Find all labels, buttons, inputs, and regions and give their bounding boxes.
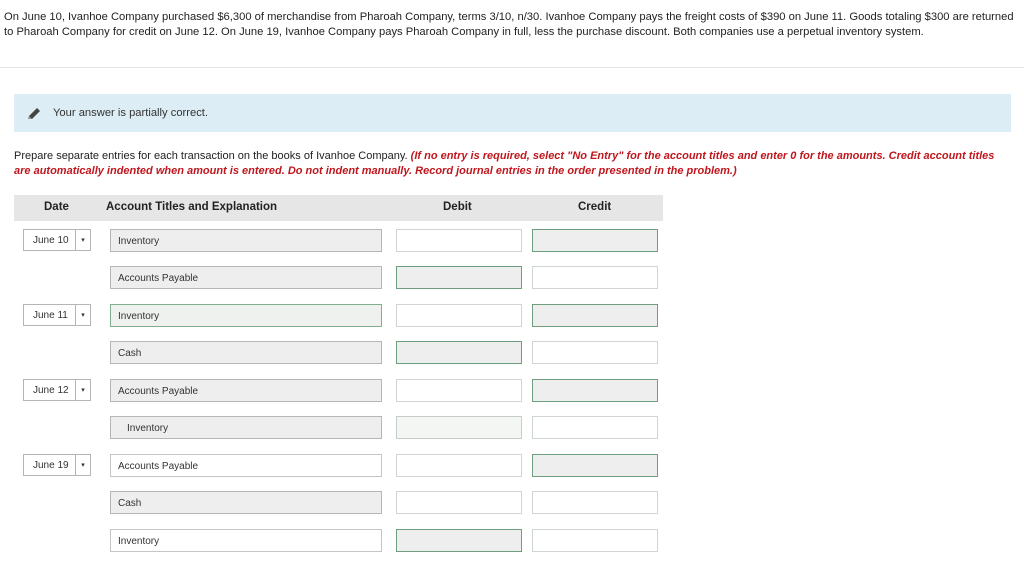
account-title-field[interactable] xyxy=(110,379,382,402)
feedback-banner xyxy=(14,94,1011,132)
date-select[interactable] xyxy=(23,454,91,476)
journal-row xyxy=(0,379,1024,403)
credit-input[interactable] xyxy=(532,529,658,552)
date-select[interactable] xyxy=(23,229,91,251)
date-select[interactable] xyxy=(23,379,91,401)
account-title-field[interactable] xyxy=(110,454,382,477)
date-value: June 12 xyxy=(33,385,69,396)
dropdown-arrow-icon[interactable]: ▾ xyxy=(75,380,90,400)
credit-input[interactable] xyxy=(532,416,658,439)
account-title-field[interactable] xyxy=(110,491,382,514)
journal-row xyxy=(0,266,1024,290)
journal-row xyxy=(0,341,1024,365)
account-title-field[interactable] xyxy=(110,229,382,252)
debit-input[interactable] xyxy=(396,454,522,477)
header-date: Date xyxy=(44,201,69,213)
credit-input[interactable] xyxy=(532,229,658,252)
journal-row xyxy=(0,454,1024,478)
account-title-text: Accounts Payable xyxy=(118,461,199,472)
journal-table-header xyxy=(14,195,663,221)
credit-input[interactable] xyxy=(532,266,658,289)
account-title-field[interactable] xyxy=(110,266,382,289)
account-title-text: Cash xyxy=(118,498,142,509)
journal-row xyxy=(0,304,1024,328)
account-title-field[interactable] xyxy=(110,341,382,364)
instructions-emphasis: (If no entry is required, select "No Entry" for the account titles and enter 0 for the amounts. Credit account titles are automatically indented when amount is entered. Do not indent manually. Record journal entries in the order presented in the problem.) xyxy=(14,150,995,177)
debit-input[interactable] xyxy=(396,266,522,289)
problem-statement: On June 10, Ivanhoe Company purchased $6,300 of merchandise from Pharoah Company, terms 3/10, n/30. Ivanhoe Company pays the freight costs of $390 on June 11. Goods totaling $300 are returned to Pharoah Company for credit on June 12. On June 19, Ivanhoe Company pays Pharoah Company in full, less the purchase discount. Both companies use a perpetual inventory system. xyxy=(4,11,1014,38)
credit-input[interactable] xyxy=(532,341,658,364)
dropdown-arrow-icon[interactable]: ▾ xyxy=(75,455,90,475)
credit-input[interactable] xyxy=(532,304,658,327)
journal-row xyxy=(0,229,1024,253)
debit-input[interactable] xyxy=(396,529,522,552)
dropdown-arrow-icon[interactable]: ▾ xyxy=(75,230,90,250)
credit-input[interactable] xyxy=(532,491,658,514)
account-title-field[interactable] xyxy=(110,304,382,327)
header-credit: Credit xyxy=(578,201,612,213)
debit-input[interactable] xyxy=(396,229,522,252)
dropdown-arrow-icon[interactable]: ▾ xyxy=(75,305,90,325)
date-value: June 19 xyxy=(33,460,69,471)
header-debit: Debit xyxy=(443,201,472,213)
account-title-text: Inventory xyxy=(118,311,160,322)
account-title-text: Accounts Payable xyxy=(118,386,199,397)
debit-input[interactable] xyxy=(396,379,522,402)
account-title-text: Inventory xyxy=(118,536,160,547)
account-title-field[interactable] xyxy=(110,529,382,552)
journal-row xyxy=(0,416,1024,440)
journal-row xyxy=(0,529,1024,553)
account-title-text: Inventory xyxy=(127,423,169,434)
debit-input[interactable] xyxy=(396,416,522,439)
header-account: Account Titles and Explanation xyxy=(106,201,278,213)
account-title-text: Cash xyxy=(118,348,142,359)
debit-input[interactable] xyxy=(396,341,522,364)
pencil-icon xyxy=(27,107,41,119)
feedback-text: Your answer is partially correct. xyxy=(53,107,209,119)
account-title-text: Inventory xyxy=(118,236,160,247)
date-value: June 10 xyxy=(33,235,69,246)
account-title-field[interactable] xyxy=(110,416,382,439)
divider xyxy=(0,67,1024,68)
credit-input[interactable] xyxy=(532,454,658,477)
instructions xyxy=(14,149,1004,179)
account-title-text: Accounts Payable xyxy=(118,273,199,284)
debit-input[interactable] xyxy=(396,304,522,327)
date-value: June 11 xyxy=(33,310,68,321)
instructions-text: Prepare separate entries for each transaction on the books of Ivanhoe Company. xyxy=(14,150,411,162)
credit-input[interactable] xyxy=(532,379,658,402)
journal-row xyxy=(0,491,1024,515)
debit-input[interactable] xyxy=(396,491,522,514)
date-select[interactable] xyxy=(23,304,91,326)
